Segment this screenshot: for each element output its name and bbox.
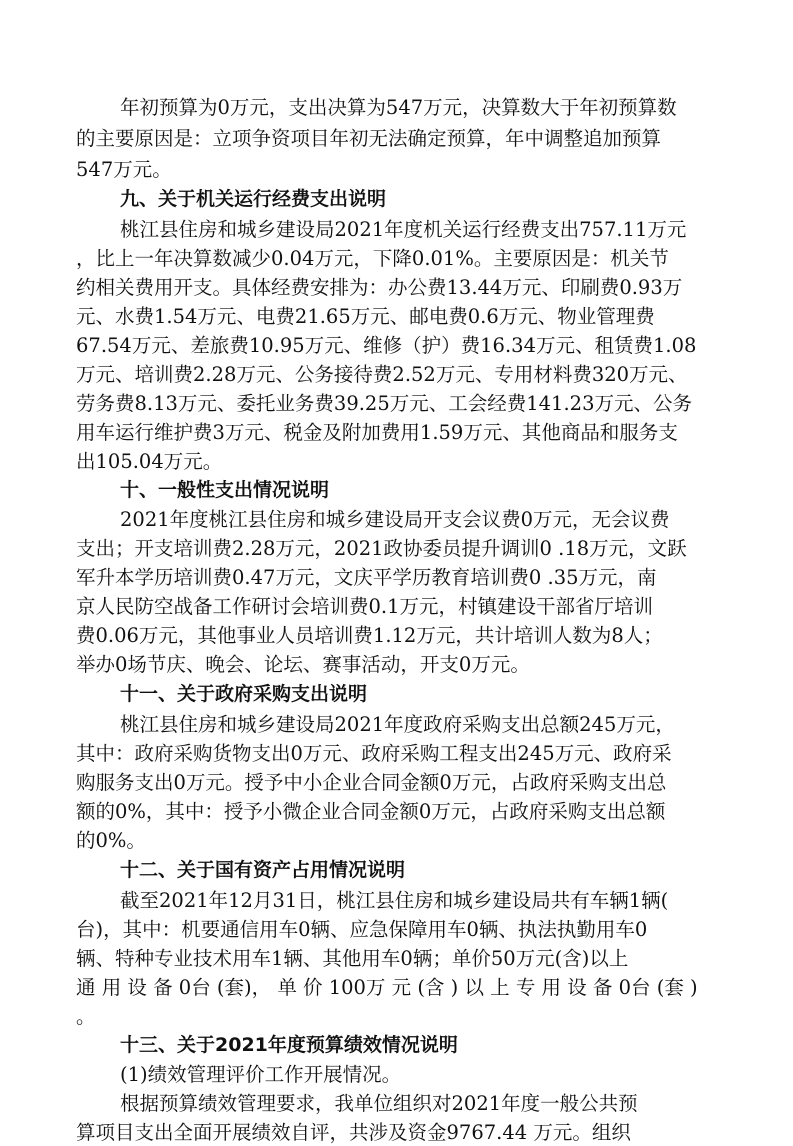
text-line: 算项目支出全面开展绩效自评，共涉及资金9767.44 万元。组织 — [76, 1121, 631, 1144]
text-line: ，比上一年决算数减少0.04万元，下降0.01%。主要原因是：机关节 — [76, 247, 669, 270]
text-line: 桃江县住房和城乡建设局2021年度机关运行经费支出757.11万元 — [120, 218, 687, 241]
text-line: 劳务费8.13万元、委托业务费39.25万元、工会经费141.23万元、公务 — [76, 392, 692, 415]
text-line: 万元、培训费2.28万元、公务接待费2.52万元、专用材料费320万元、 — [76, 363, 688, 386]
text-line: 元、水费1.54万元、电费21.65万元、邮电费0.6万元、物业管理费 — [76, 305, 655, 328]
text-line: 67.54万元、差旅费10.95万元、维修（护）费16.34万元、租赁费1.08 — [76, 334, 697, 357]
text-line: 军升本学历培训费0.47万元，文庆平学历教育培训费0 .35万元，南 — [76, 566, 657, 589]
text-line: 截至2021年12月31日，桃江县住房和城乡建设局共有车辆1辆( — [120, 889, 669, 912]
text-line: 桃江县住房和城乡建设局2021年度政府采购支出总额245万元， — [120, 713, 675, 736]
text-line: (1)绩效管理评价工作开展情况。 — [120, 1063, 402, 1086]
text-line: 支出；开支培训费2.28万元，2021政协委员提升调训0 .18万元，文跃 — [76, 537, 687, 560]
text-line: 购服务支出0万元。授予中小企业合同金额0万元，占政府采购支出总 — [76, 771, 667, 794]
text-line: 2021年度桃江县住房和城乡建设局开支会议费0万元，无会议费 — [120, 508, 670, 531]
text-line: 547万元。 — [76, 158, 172, 181]
text-line: 的0%。 — [76, 829, 146, 852]
section-heading: 九、关于机关运行经费支出说明 — [120, 188, 387, 210]
text-line: 约相关费用开支。具体经费安排为：办公费13.44万元、印刷费0.93万 — [76, 276, 683, 299]
text-line: 通 用 设 备 0台 (套)， 单 价 100万 元 (含 ) 以 上 专 用 设 备 0台 (套 ) — [76, 976, 698, 999]
text-line: 京人民防空战备工作研讨会培训费0.1万元，村镇建设干部省厅培训 — [76, 595, 654, 618]
section-heading: 十一、关于政府采购支出说明 — [120, 683, 368, 705]
text-line: 。 — [76, 1005, 96, 1028]
text-line: 的主要原因是：立项争资项目年初无法确定预算，年中调整追加预算 — [76, 127, 662, 150]
text-line: 费0.06万元，其他事业人员培训费1.12万元，共计培训人数为8人； — [76, 624, 663, 647]
section-heading: 十三、关于2021年度预算绩效情况说明 — [120, 1034, 458, 1056]
text-line: 年初预算为0万元，支出决算为547万元，决算数大于年初预算数 — [120, 96, 677, 119]
text-line: 用车运行维护费3万元、税金及附加费用1.59万元、其他商品和服务支 — [76, 421, 678, 444]
text-line: 举办0场节庆、晚会、论坛、赛事活动，开支0万元。 — [76, 653, 530, 676]
text-line: 辆、特种专业技术用车1辆、其他用车0辆；单价50万元(含)以上 — [76, 947, 629, 970]
text-line: 其中：政府采购货物支出0万元、政府采购工程支出245万元、政府采 — [76, 742, 672, 765]
text-line: 额的0%，其中：授予小微企业合同金额0万元，占政府采购支出总额 — [76, 800, 666, 823]
text-line: 根据预算绩效管理要求，我单位组织对2021年度一般公共预 — [120, 1092, 638, 1115]
section-heading: 十、一般性支出情况说明 — [120, 479, 330, 501]
section-heading: 十二、关于国有资产占用情况说明 — [120, 859, 406, 881]
text-line: 出105.04万元。 — [76, 450, 223, 473]
text-line: 台)，其中：机要通信用车0辆、应急保障用车0辆、执法执勤用车0 — [76, 918, 648, 941]
